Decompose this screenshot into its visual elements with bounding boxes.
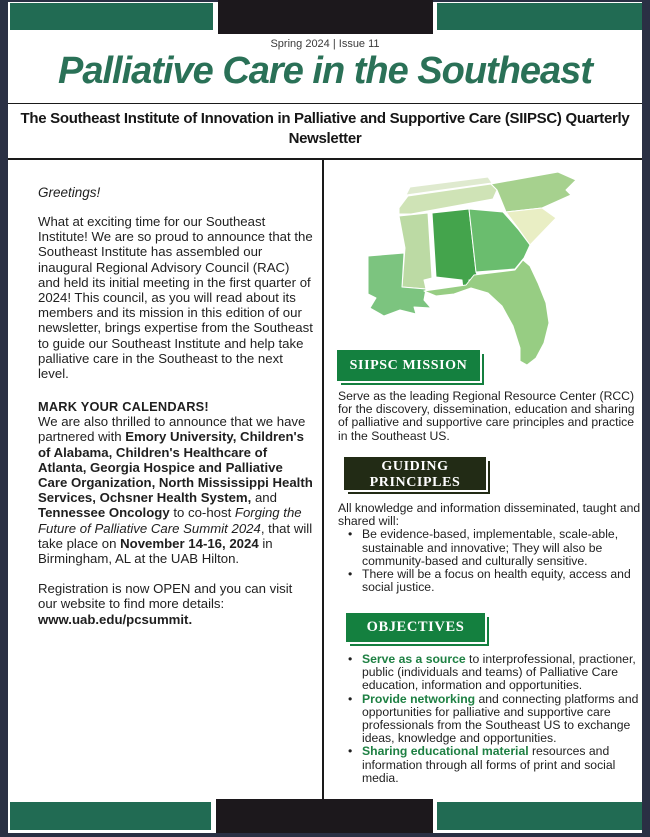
calendar-seg: We are also thrilled to announce that we have partnered with xyxy=(38,414,306,445)
calendar-seg: in Birmingham, AL at the UAB Hilton. xyxy=(38,535,273,567)
partner-names: Emory University, Children's of Alabama, Children's Healthcare of Atlanta, Georgia Hospice and Palliative Care Organization, North Mississippi Health Services, Ochsner Health System, xyxy=(38,429,313,506)
bottom-right-green-bar xyxy=(437,802,642,830)
calendar-heading: MARK YOUR CALENDARS! xyxy=(38,399,209,415)
top-center-black-bar xyxy=(218,0,433,34)
calendar-seg: and xyxy=(251,490,277,506)
mission-banner: SIIPSC MISSION xyxy=(337,350,480,381)
right-column xyxy=(325,161,650,801)
objectives-banner: OBJECTIVES xyxy=(346,613,485,642)
principles-intro: All knowledge and information disseminated, taught and shared will: xyxy=(338,501,641,529)
registration-paragraph xyxy=(38,581,314,627)
issue-line: Spring 2024 | Issue 11 xyxy=(270,38,380,50)
guiding-principles-banner: GUIDING PRINCIPLES xyxy=(344,457,486,490)
objective-rest: and connecting platforms and opportunities for palliative and supportive care professionals from the Southeast US to exchange ideas, knowledge and opportunities. xyxy=(362,691,639,746)
top-right-green-bar xyxy=(437,3,642,30)
objectives-item xyxy=(362,653,644,693)
header-rule-bottom xyxy=(8,158,642,160)
guiding-principles-section xyxy=(338,502,643,594)
mission-text: Serve as the leading Regional Resource Center (RCC) for the discovery, dissemination, education and sharing of palliative and supportive care principles and practice in the Southeast US. xyxy=(338,389,635,443)
objectives-section xyxy=(338,653,644,785)
objective-lead: Provide networking xyxy=(362,691,476,706)
header-rule-top xyxy=(8,103,642,104)
principles-item: • Be evidence-based, implementable, scale-able, sustainable and innovative; They will also be community-based and culturally sensitive. xyxy=(362,528,643,568)
calendar-paragraph xyxy=(38,414,314,566)
bottom-left-green-bar xyxy=(10,802,211,830)
southeast-us-map xyxy=(366,168,590,378)
column-divider xyxy=(322,160,324,801)
principles-list xyxy=(338,528,643,594)
principles-item: • There will be a focus on health equity, access and social justice. xyxy=(362,568,643,594)
intro-paragraph: What at exciting time for our Southeast Institute! We are so proud to announce that the Southeast Institute has assembled our inaugural Regional Advisory Council (RAC) and held its initial meeting in the first quarter of 2024! This council, as you will read about its members and its mission in this edition of our newsletter, brings expertise from the Southeast to guide our Southeast Institute and help take palliative care in the Southeast to the next level. xyxy=(38,214,313,382)
left-column xyxy=(38,161,314,627)
top-left-green-bar xyxy=(10,3,213,30)
objectives-item xyxy=(362,745,644,785)
newsletter-title: Palliative Care in the Southeast xyxy=(58,50,592,92)
map-state-mississippi xyxy=(399,213,432,289)
objectives-item xyxy=(362,693,644,746)
partner-last: Tennessee Oncology xyxy=(38,505,170,521)
registration-text: Registration is now OPEN and you can visit our website to find more details: xyxy=(38,581,293,612)
summit-date: November 14-16, 2024 xyxy=(120,535,259,551)
calendar-seg: , that will take place on xyxy=(38,520,313,551)
summit-url: www.uab.edu/pcsummit. xyxy=(38,611,193,627)
objective-rest: resources and information through all forms of print and social media. xyxy=(362,744,616,785)
objective-rest: to interprofessional, practioner, public (individuals and teams) of Palliative Care education, information and opportunities. xyxy=(362,652,636,693)
objective-lead: Serve as a source xyxy=(362,652,466,666)
summit-name: Forging the Future of Palliative Care Summit 2024 xyxy=(38,505,302,536)
bottom-center-black-bar xyxy=(216,799,433,833)
objectives-list xyxy=(338,653,644,785)
newsletter-subtitle: The Southeast Institute of Innovation in Palliative and Supportive Care (SIIPSC) Quarterly Newsletter xyxy=(20,110,630,147)
map-state-north-carolina xyxy=(491,172,576,212)
objective-lead: Sharing educational material xyxy=(362,744,529,759)
calendar-seg: to co-host xyxy=(169,505,235,521)
greeting-text: Greetings! xyxy=(38,185,101,200)
